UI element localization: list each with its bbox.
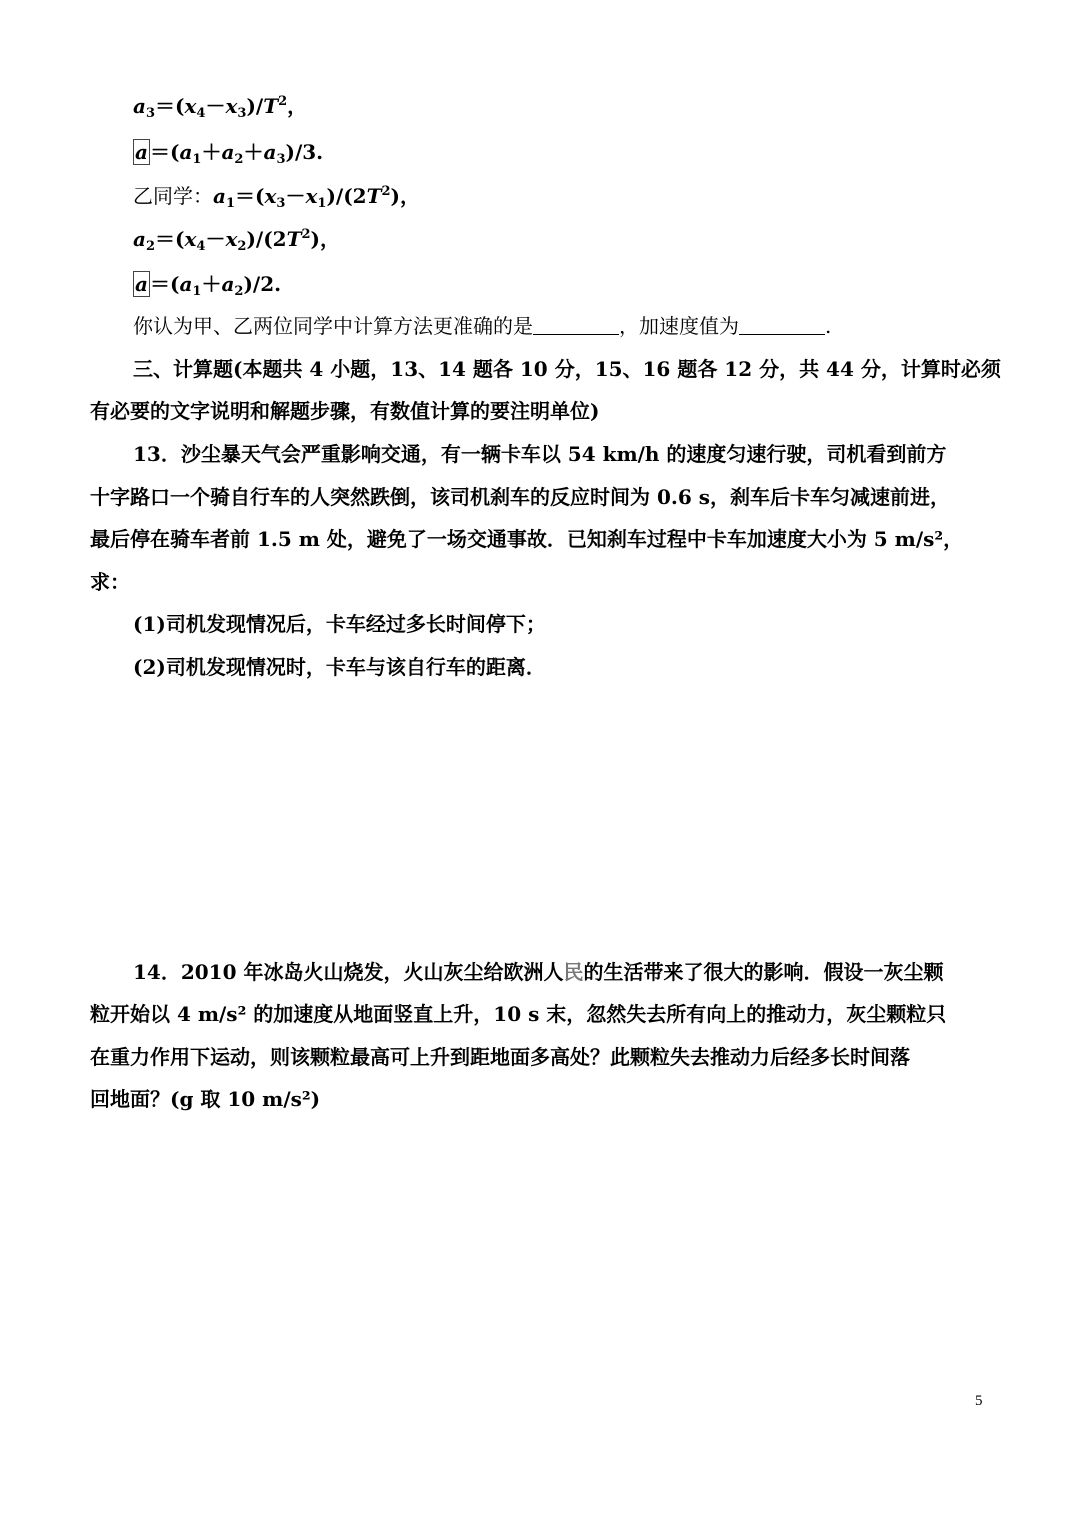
q13-sub1: (1)司机发现情况后，卡车经过多长时间停下；: [133, 612, 546, 636]
formula-a3: $a_3=(x_4-x_3)/T^2$，: [133, 94, 308, 121]
formula-abar-jia: $a =(a_1+a_2+a_3)/3$.: [135, 140, 324, 167]
formula-a2: $a_2=(x_4-x_2)/(2T^2)$，: [133, 227, 341, 254]
q13-line3: 最后停在骑车者前 1.5 m 处，避免了一场交通事故．已知刹车过程中卡车加速度大小为 5 m/s²，: [90, 527, 964, 551]
page-number: 5: [975, 1393, 983, 1409]
section3-heading-line1: 三、计算题(本题共 4 小题，13、14 题各 10 分，15、16 题各 12 分，共 44 分，计算时必须: [133, 357, 1001, 381]
q12-text-1: 你认为甲、乙两位同学中计算方法更准确的是: [133, 314, 533, 338]
q14-line1: [133, 958, 943, 986]
q14-line1-a: 14．2010 年冰岛火山烧发，火山灰尘给欧洲人: [133, 960, 564, 984]
q14-line1-b: 民: [563, 960, 584, 984]
q14-line2: 粒开始以 4 m/s² 的加速度从地面竖直上升，10 s 末，忽然失去所有向上的推动力，灰尘颗粒只: [90, 1002, 947, 1026]
q12-text-3: .: [825, 314, 832, 338]
q14-line3: 在重力作用下运动，则该颗粒最高可上升到距地面多高处？此颗粒失去推动力后经多长时间落: [90, 1045, 910, 1069]
q14-line1-c: 的生活带来了很大的影响．假设一灰尘颗: [583, 960, 944, 984]
q13-line4: 求：: [90, 570, 130, 594]
section3-heading-line2: 有必要的文字说明和解题步骤，有数值计算的要注明单位): [90, 399, 600, 423]
q13-line2: 十字路口一个骑自行车的人突然跌倒，该司机刹车的反应时间为 0.6 s，刹车后卡车匀减速前进，: [90, 485, 950, 509]
answer-blank-acceleration[interactable]: [739, 314, 825, 335]
q13-line1: 13．沙尘暴天气会严重影响交通，有一辆卡车以 54 km/h 的速度匀速行驶，司机看到前方: [133, 442, 947, 466]
q12-text-2: ，加速度值为: [619, 314, 739, 338]
question12-tail: [133, 312, 831, 340]
q14-line4: 回地面？(g 取 10 m/s²): [90, 1087, 321, 1111]
answer-blank-method[interactable]: [533, 314, 619, 335]
formula-abar-yi: $a =(a_1+a_2)/2$.: [135, 272, 282, 299]
formula-yi-a1: 乙同学：$a_1=(x_3-x_1)/(2T^2)$，: [133, 184, 421, 211]
q13-sub2: (2)司机发现情况时，卡车与该自行车的距离．: [133, 655, 546, 679]
